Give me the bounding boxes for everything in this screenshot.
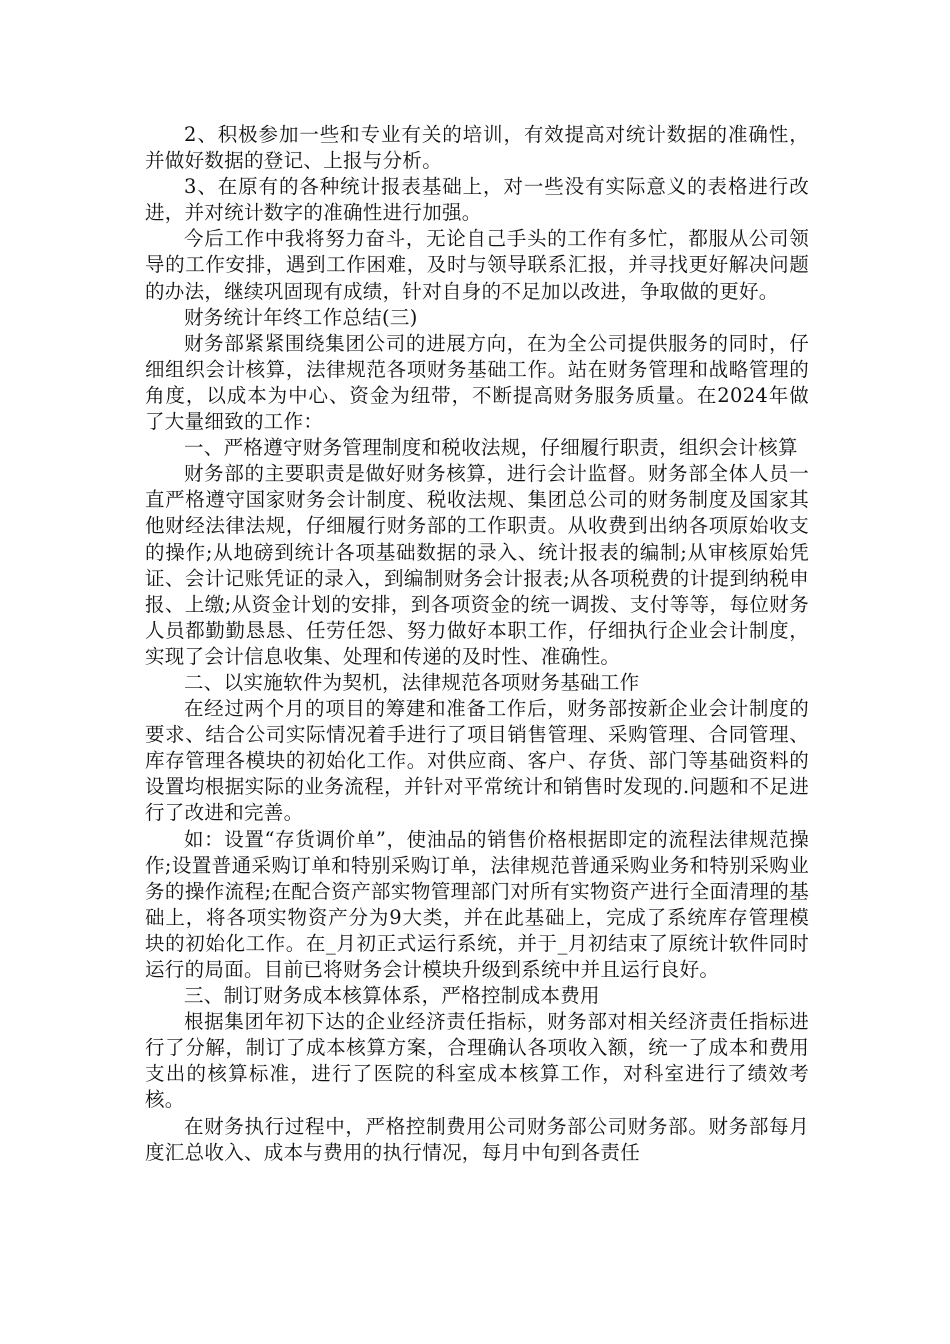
paragraph-cost: 根据集团年初下达的企业经济责任指标，财务部对相关经济责任指标进行了分解，制订了成本核算方案，合理确认各项收入额，统一了成本和费用支出的核算标准，进行了医院的科室成本核算工作，对科室进行了绩效考核。 <box>145 1010 809 1112</box>
paragraph-duties: 财务部的主要职责是做好财务核算，进行会计监督。财务部全体人员一直严格遵守国家财务会计制度、税收法规、集团总公司的财务制度及国家其他财经法律法规，仔细履行财务部的工作职责。从收费到出纳各项原始收支的操作;从地磅到统计各项基础数据的录入、统计报表的编制;从审核原始凭证、会计记账凭证的录入，到编制财务会计报表;从各项税费的计提到纳税申报、上缴;从资金计划的安排，到各项资金的统一调拨、支付等等，每位财务人员都勤勤恳恳、任劳任怨、努力做好本职工作，仔细执行企业会计制度，实现了会计信息收集、处理和传递的及时性、准确性。 <box>145 462 809 668</box>
heading-three: 三、制订财务成本核算体系，严格控制成本费用 <box>184 984 600 1008</box>
heading-one: 一、严格遵守财务管理制度和税收法规，仔细履行职责，组织会计核算 <box>184 436 798 460</box>
paragraph-item-3: 3、在原有的各种统计报表基础上，对一些没有实际意义的表格进行改进，并对统计数字的准确性进行加强。 <box>145 175 809 225</box>
paragraph-item-2: 2、积极参加一些和专业有关的培训，有效提高对统计数据的准确性，并做好数据的登记、上报与分析。 <box>145 123 809 173</box>
heading-two: 二、以实施软件为契机，法律规范各项财务基础工作 <box>184 670 640 694</box>
paragraph-example: 如：设置“存货调价单”，使油品的销售价格根据即定的流程法律规范操作;设置普通采购订单和特别采购订单，法律规范普通采购业务和特别采购业务的操作流程;在配合资产部实物管理部门对所有实物资产进行全面清理的基础上，将各项实物资产分为9大类，并在此基础上，完成了系统库存管理模块的初始化工作。在_月初正式运行系统，并于_月初结束了原统计软件同时运行的局面。目前已将财务会计模块升级到系统中并且运行良好。 <box>145 827 809 981</box>
paragraph-software: 在经过两个月的项目的筹建和准备工作后，财务部按新企业会计制度的要求、结合公司实际情况着手进行了项目销售管理、采购管理、合同管理、库存管理各模块的初始化工作。对供应商、客户、存货、部门等基础资料的设置均根据实际的业务流程，并针对平常统计和销售时发现的.问题和不足进行了改进和完善。 <box>145 697 809 825</box>
paragraph-future-work: 今后工作中我将努力奋斗，无论自己手头的工作有多忙，都服从公司领导的工作安排，遇到工作困难，及时与领导联系汇报，并寻找更好解决问题的办法，继续巩固现有成绩，针对自身的不足加以改进，争取做的更好。 <box>145 227 809 303</box>
section-title: 财务统计年终工作总结(三) <box>184 305 418 329</box>
document-body <box>145 122 809 1166</box>
paragraph-execution: 在财务执行过程中，严格控制费用公司财务部公司财务部。财务部每月度汇总收入、成本与费用的执行情况，每月中旬到各责任 <box>145 1114 809 1164</box>
paragraph-intro: 财务部紧紧围绕集团公司的进展方向，在为全公司提供服务的同时，仔细组织会计核算，法律规范各项财务基础工作。站在财务管理和战略管理的角度，以成本为中心、资金为纽带，不断提高财务服务质量。在2024年做了大量细致的工作： <box>145 331 809 434</box>
